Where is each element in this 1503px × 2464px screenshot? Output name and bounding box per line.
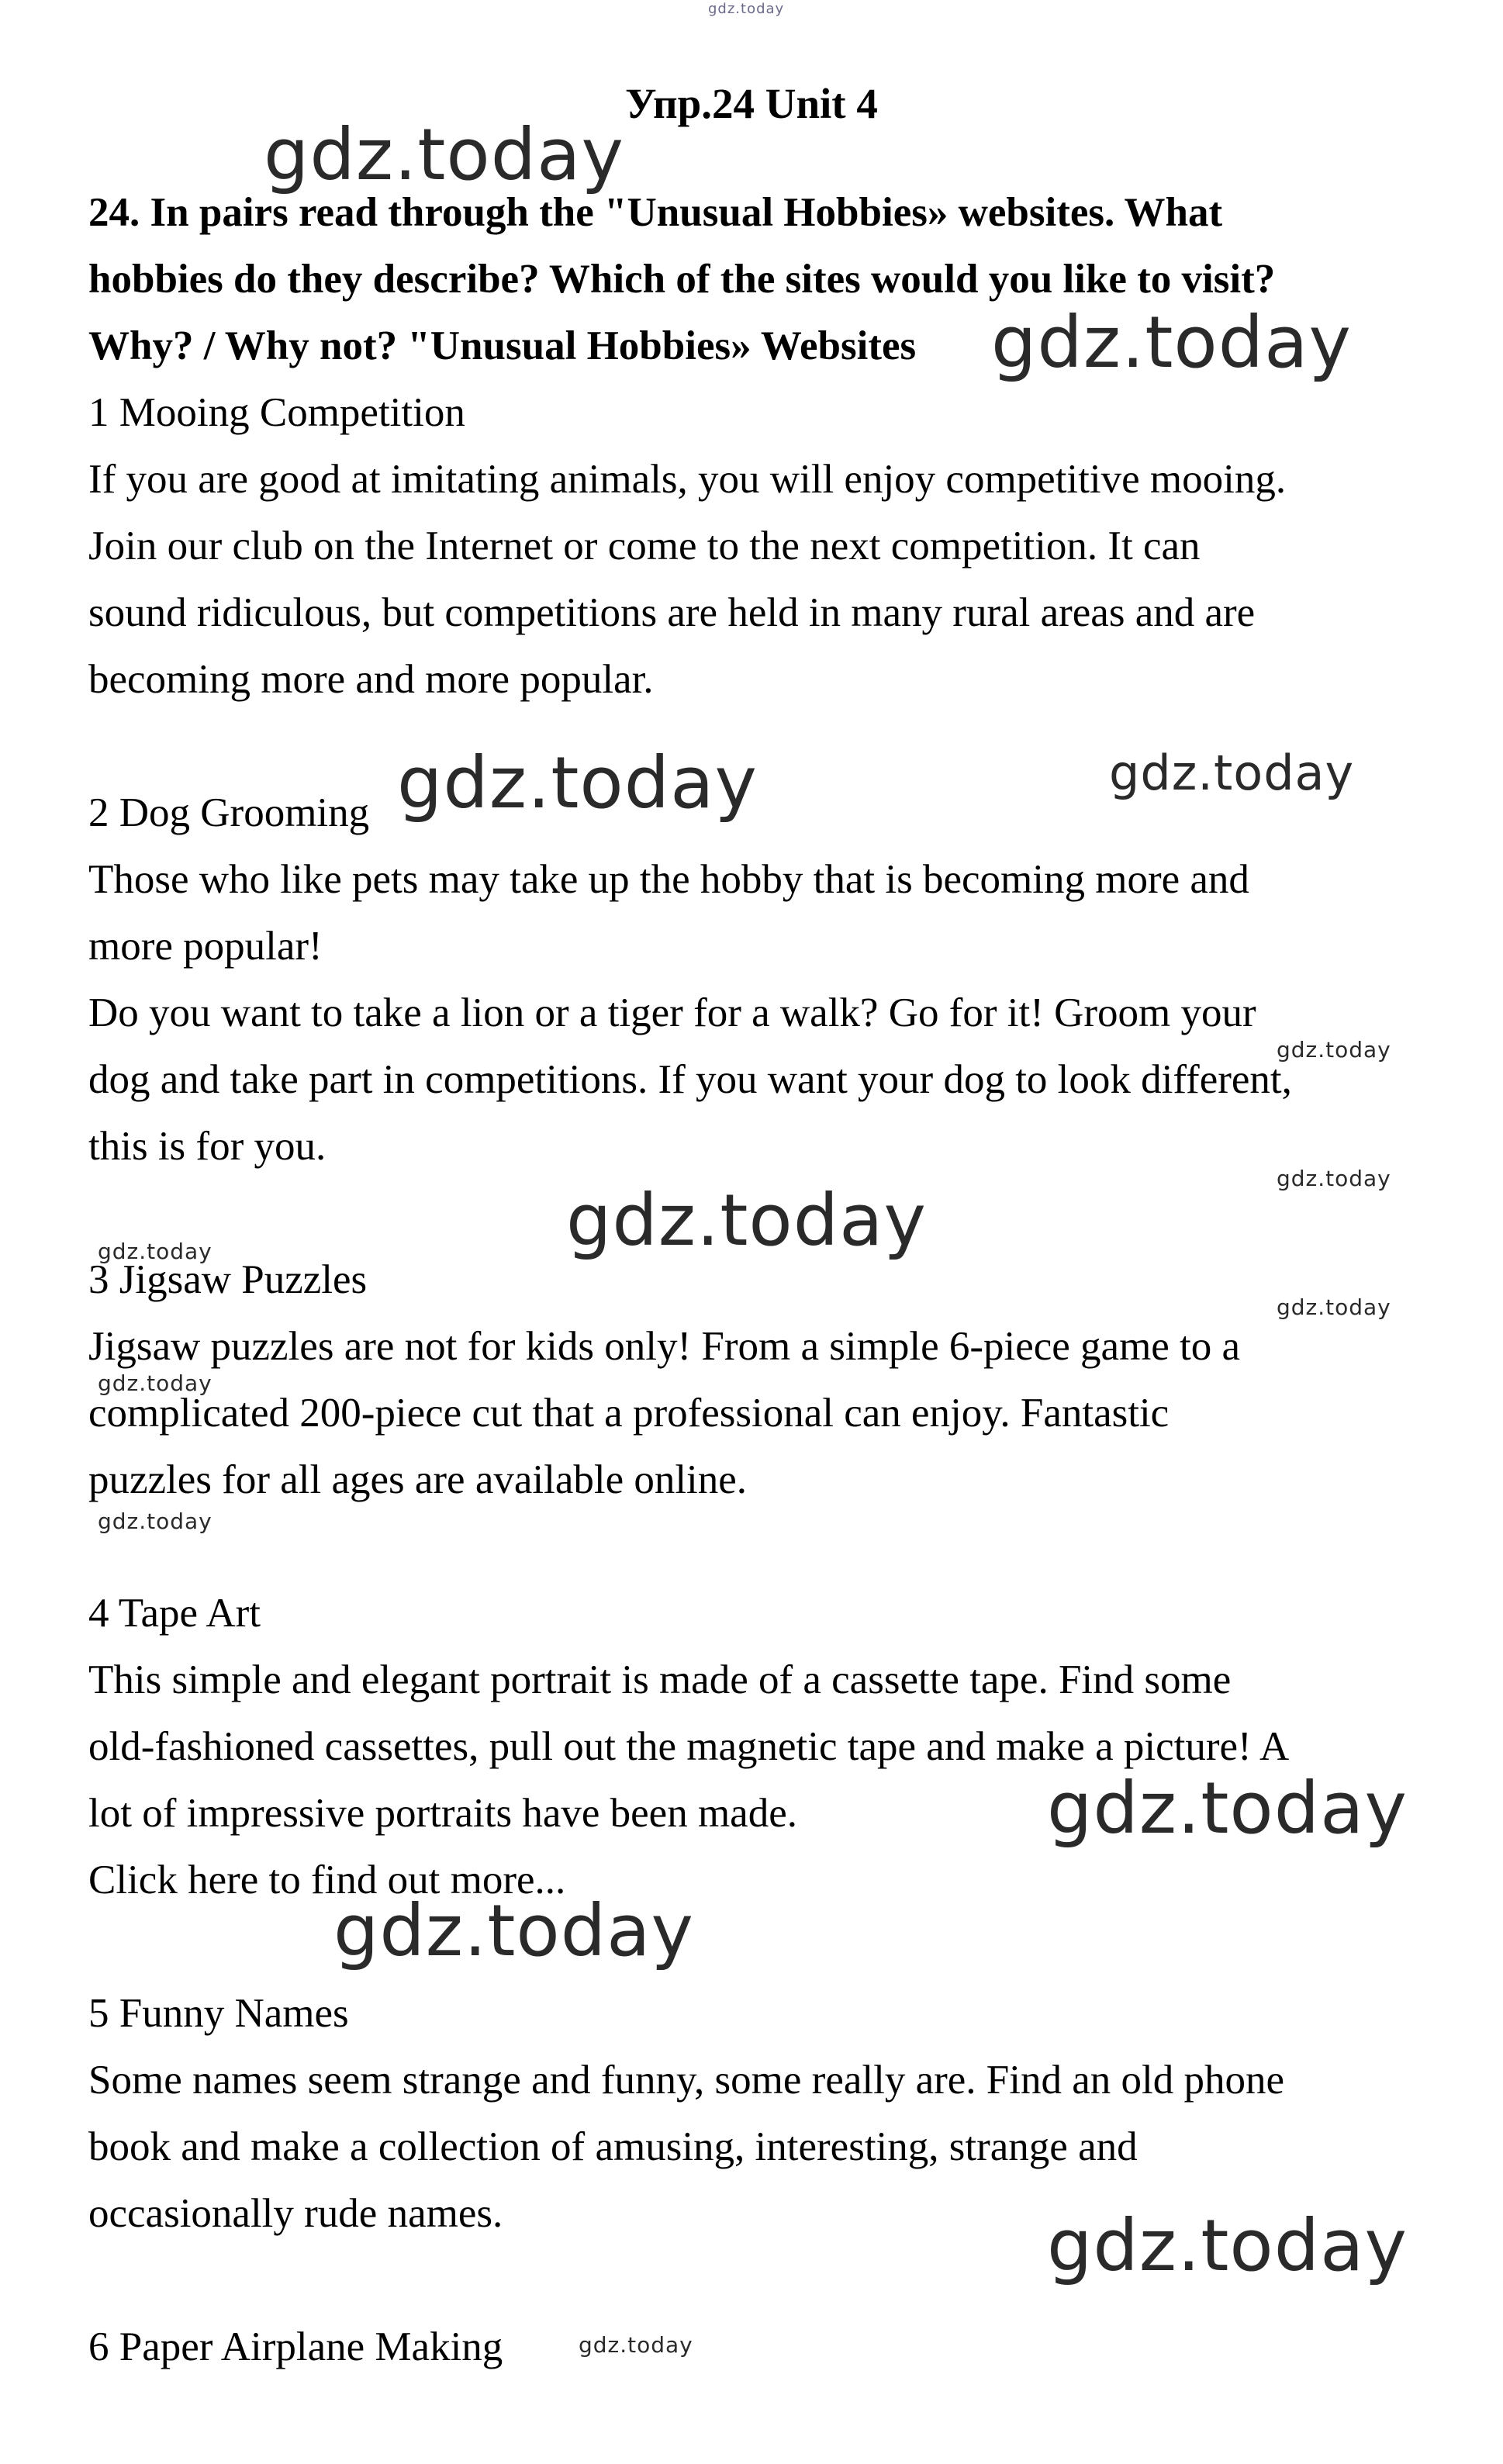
watermark: gdz.today	[264, 113, 624, 196]
section-text: Some names seem strange and funny, some really are. Find an old phone	[88, 2058, 1284, 2103]
watermark: gdz.today	[98, 1239, 212, 1264]
watermark: gdz.today	[1047, 2204, 1408, 2287]
watermark: gdz.today	[98, 1508, 212, 1534]
section-text: Join our club on the Internet or come to the next competition. It can	[88, 524, 1201, 568]
section-text: becoming more and more popular.	[88, 657, 654, 702]
watermark: gdz.today	[333, 1889, 694, 1972]
watermark: gdz.today	[991, 301, 1352, 384]
section-heading: 5 Funny Names	[88, 1991, 349, 2036]
section-text: If you are good at imitating animals, you will enjoy competitive mooing.	[88, 457, 1287, 502]
watermark: gdz.today	[566, 1179, 927, 1262]
page-title: Упр.24 Unit 4	[625, 80, 878, 127]
section-heading: 2 Dog Grooming	[88, 790, 370, 835]
task-line: Why? / Why not? "Unusual Hobbies» Websites	[88, 323, 917, 368]
section-text: lot of impressive portraits have been made.	[88, 1791, 797, 1836]
section-text: Do you want to take a lion or a tiger for a walk? Go for it! Groom your	[88, 990, 1256, 1035]
section-text: more popular!	[88, 924, 323, 969]
section-heading: 4 Tape Art	[88, 1591, 261, 1636]
section-text: puzzles for all ages are available online.	[88, 1457, 748, 1502]
section-text: old-fashioned cassettes, pull out the magnetic tape and make a picture! A	[88, 1724, 1290, 1769]
task-line: hobbies do they describe? Which of the sites would you like to visit?	[88, 257, 1276, 302]
watermark: gdz.today	[1277, 1166, 1391, 1191]
task-line: 24. In pairs read through the "Unusual Hobbies» websites. What	[88, 190, 1223, 235]
section-text: book and make a collection of amusing, interesting, strange and	[88, 2124, 1138, 2169]
top-watermark: gdz.today	[708, 1, 785, 17]
section-heading: 1 Mooing Competition	[88, 390, 465, 435]
section-text: sound ridiculous, but competitions are held in many rural areas and are	[88, 590, 1256, 635]
section-text: this is for you.	[88, 1124, 327, 1169]
watermark: gdz.today	[1047, 1767, 1408, 1850]
click-here-link[interactable]: Click here to find out more...	[88, 1858, 566, 1902]
section-text: complicated 200-piece cut that a professional can enjoy. Fantastic	[88, 1391, 1170, 1436]
watermark: gdz.today	[579, 2332, 693, 2358]
watermark: gdz.today	[397, 741, 758, 824]
section-text: occasionally rude names.	[88, 2191, 503, 2236]
section-text: This simple and elegant portrait is made of a cassette tape. Find some	[88, 1657, 1232, 1702]
section-heading: 6 Paper Airplane Making	[88, 2324, 503, 2369]
watermark: gdz.today	[1109, 745, 1355, 801]
watermark: gdz.today	[98, 1370, 212, 1396]
watermark: gdz.today	[1277, 1037, 1391, 1063]
section-text: Those who like pets may take up the hobby that is becoming more and	[88, 857, 1249, 902]
section-text: dog and take part in competitions. If you want your dog to look different,	[88, 1057, 1292, 1102]
section-heading: 3 Jigsaw Puzzles	[88, 1257, 368, 1302]
watermark: gdz.today	[1277, 1294, 1391, 1320]
section-text: Jigsaw puzzles are not for kids only! From a simple 6-piece game to a	[88, 1324, 1241, 1369]
